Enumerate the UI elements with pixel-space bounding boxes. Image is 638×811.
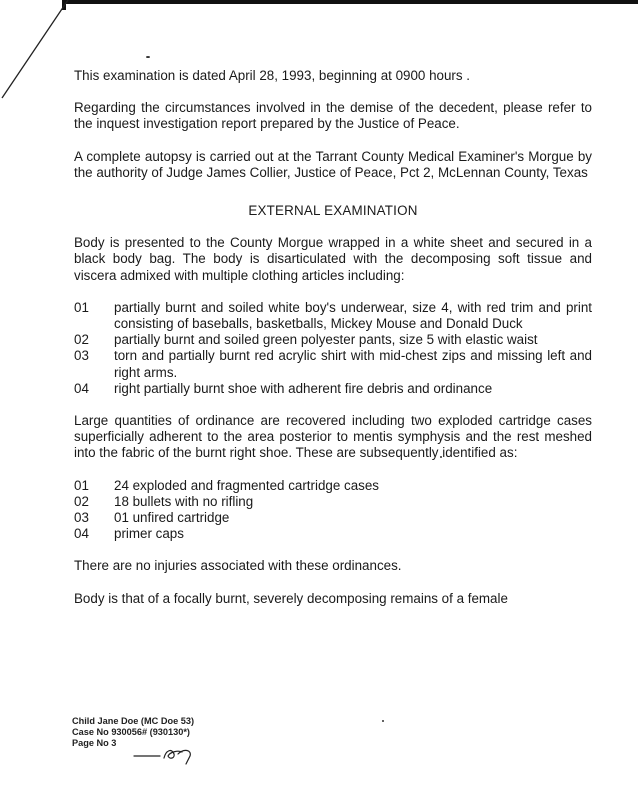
- ordinance-paragraph: Large quantities of ordinance are recovered including two exploded cartridge cases superficially adherent to the area posterior to mentis symphysis and the rest meshed into the fabric of the burnt right shoe. These are subsequently identified as:: [74, 413, 592, 461]
- item-number: 01: [74, 299, 89, 315]
- circumstances-paragraph: Regarding the circumstances involved in the demise of the decedent, please refer to the inquest investigation report prepared by the Justice of Peace.: [74, 100, 592, 132]
- scan-edge-line: [0, 0, 70, 100]
- page-number: Page No 3: [72, 738, 117, 748]
- no-injuries-paragraph: There are no injuries associated with these ordinances.: [74, 558, 402, 574]
- list-item: [74, 348, 592, 380]
- item-number: 03: [74, 348, 89, 364]
- clothing-list: [74, 300, 592, 397]
- list-item: [74, 478, 592, 494]
- item-number: 02: [74, 332, 89, 348]
- item-text: 01 unfired cartridge: [114, 510, 230, 526]
- section-heading: EXTERNAL EXAMINATION: [248, 203, 418, 219]
- item-text: primer caps: [114, 526, 184, 542]
- scan-speck: [382, 720, 384, 722]
- case-name: Child Jane Doe (MC Doe 53): [72, 716, 195, 726]
- item-text: 24 exploded and fragmented cartridge cases: [114, 477, 380, 493]
- item-number: 04: [74, 526, 89, 542]
- case-number: Case No 930056# (930130*): [72, 727, 190, 737]
- item-text: partially burnt and soiled white boy's underwear, size 4, with red trim and print consisting of baseballs, basketballs, Mickey Mouse and Donald Duck: [114, 299, 592, 332]
- ordinance-list: [74, 478, 592, 543]
- item-number: 02: [74, 493, 89, 509]
- item-number: 04: [74, 380, 89, 396]
- item-text: 18 bullets with no rifling: [114, 493, 254, 509]
- body-description-paragraph: Body is that of a focally burnt, severely decomposing remains of a female: [74, 590, 508, 606]
- list-item: [74, 526, 592, 542]
- initials-signature: [130, 742, 210, 766]
- list-item: [74, 381, 592, 397]
- authority-paragraph: A complete autopsy is carried out at the Tarrant County Medical Examiner's Morgue by the authority of Judge James Collier, Justice of Peace, Pct 2, McLennan County, Texas: [74, 148, 592, 180]
- scan-speck: [146, 56, 150, 58]
- list-item: [74, 332, 592, 348]
- list-item: [74, 510, 592, 526]
- scan-border: [62, 0, 638, 4]
- item-number: 01: [74, 477, 89, 493]
- item-text: partially burnt and soiled green polyester pants, size 5 with elastic waist: [114, 332, 538, 348]
- item-number: 03: [74, 510, 89, 526]
- list-item: [74, 300, 592, 332]
- item-text: torn and partially burnt red acrylic shirt with mid-chest zips and missing left and right arms.: [114, 348, 592, 380]
- presentation-paragraph: Body is presented to the County Morgue wrapped in a white sheet and secured in a black body bag. The body is disarticulated with the decomposing soft tissue and viscera admixed with multiple clothing articles including:: [74, 235, 592, 283]
- exam-date-paragraph: This examination is dated April 28, 1993, beginning at 0900 hours .: [74, 68, 471, 83]
- autopsy-report-page: [74, 68, 592, 623]
- item-text: right partially burnt shoe with adherent fire debris and ordinance: [114, 380, 493, 396]
- list-item: [74, 494, 592, 510]
